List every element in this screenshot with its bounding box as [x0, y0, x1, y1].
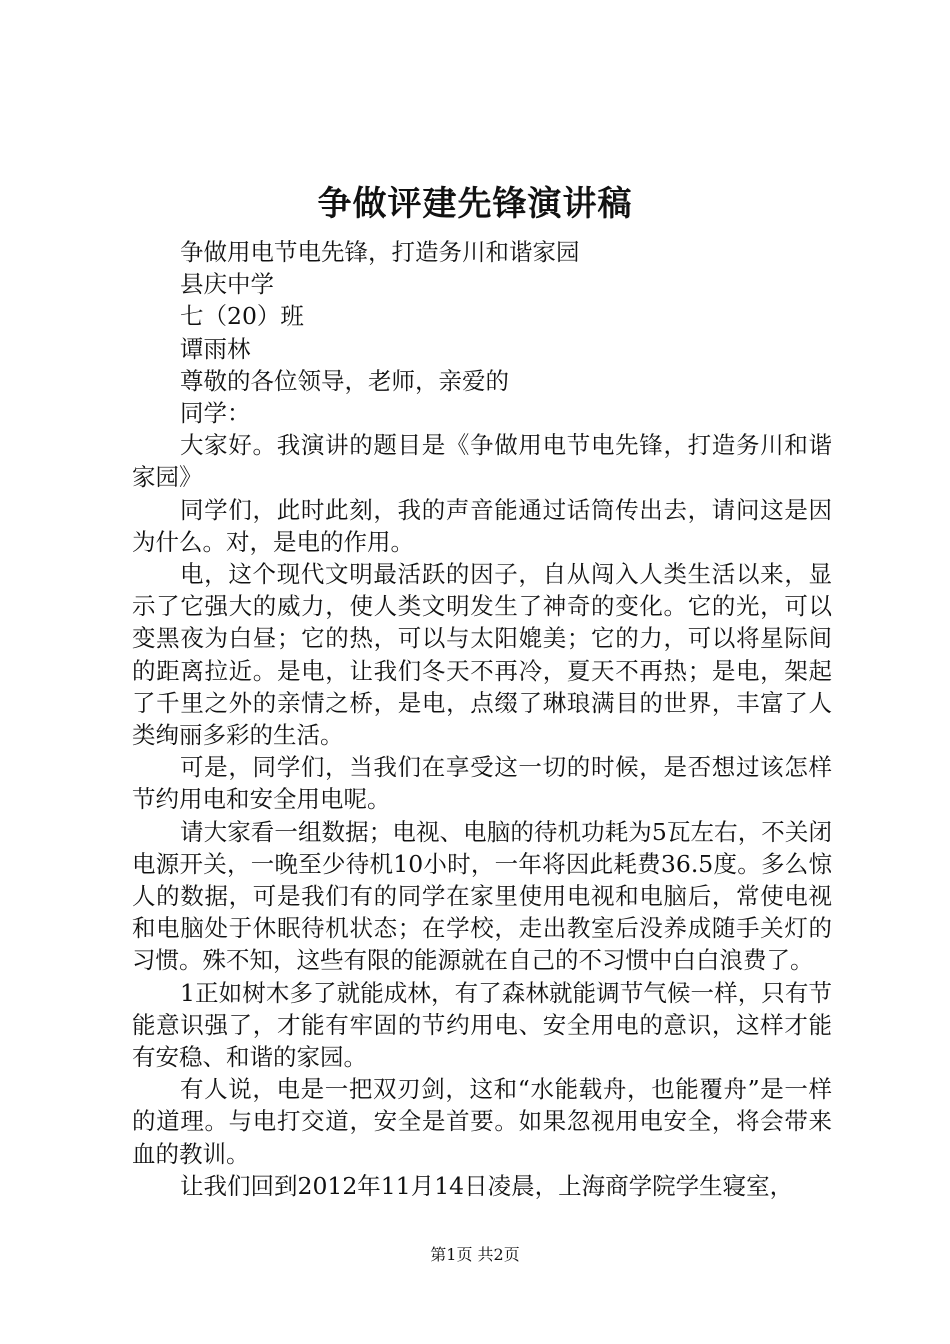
paragraph: 同学们，此时此刻，我的声音能通过话筒传出去，请问这是因为什么。对，是电的作用。	[132, 495, 832, 556]
paragraph: 县庆中学	[180, 270, 274, 299]
paragraph: 七（20）班	[180, 302, 304, 331]
paragraph: 同学：	[180, 399, 251, 428]
page-footer: 第1页 共2页	[430, 1245, 520, 1264]
paragraph: 请大家看一组数据；电视、电脑的待机功耗为5瓦左右，不关闭电源开关，一晚至少待机10小时，一年将因此耗费36.5度。多么惊人的数据，可是我们有的同学在家里使用电视和电脑后，常使电视和电脑处于休眠待机状态；在学校，走出教室后没养成随手关灯的习惯。殊不知，这些有限的能源就在自己的不习惯中白白浪费了。	[132, 817, 832, 975]
paragraph: 争做用电节电先锋，打造务川和谐家园	[180, 238, 580, 266]
paragraph: 让我们回到2012年11月14日凌晨，上海商学院学生寝室，	[180, 1171, 794, 1200]
document-body	[132, 236, 832, 1202]
paragraph: 电，这个现代文明最活跃的因子，自从闯入人类生活以来，显示了它强大的威力，使人类文明发生了神奇的变化。它的光，可以变黑夜为白昼；它的热，可以与太阳媲美；它的力，可以将星际间的距离拉近。是电，让我们冬天不再冷，夏天不再热；是电，架起了千里之外的亲情之桥，是电，点缀了琳琅满目的世界，丰富了人类绚丽多彩的生活。	[132, 560, 832, 750]
paragraph: 大家好。我演讲的题目是《争做用电节电先锋，打造务川和谐家园》	[132, 431, 832, 492]
paragraph: 谭雨林	[180, 334, 251, 363]
paragraph: 有人说，电是一把双刃剑，这和“水能载舟，也能覆舟”是一样的道理。与电打交道，安全是首要。如果忽视用电安全，将会带来血的教训。	[132, 1075, 832, 1168]
paragraph: 可是，同学们，当我们在享受这一切的时候，是否想过该怎样节约用电和安全用电呢。	[132, 753, 832, 814]
document-title: 争做评建先锋演讲稿	[317, 184, 633, 224]
paragraph: 1正如树木多了就能成林，有了森林就能调节气候一样，只有节能意识强了，才能有牢固的节约用电、安全用电的意识，这样才能有安稳、和谐的家园。	[132, 978, 832, 1072]
paragraph: 尊敬的各位领导，老师，亲爱的	[180, 366, 509, 395]
